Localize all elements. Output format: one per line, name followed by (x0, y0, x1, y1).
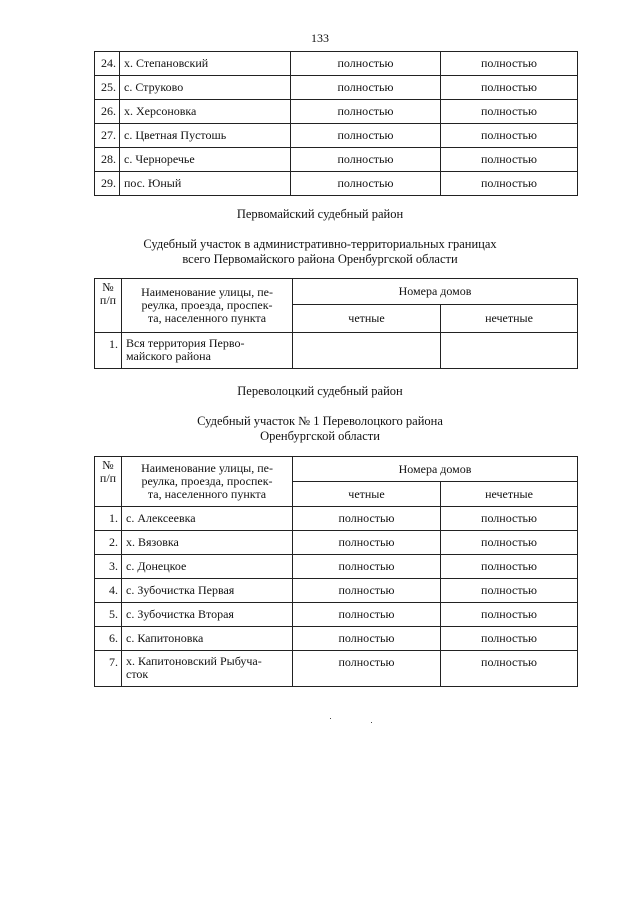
row-number: 1. (95, 333, 122, 369)
row-number: 6. (95, 627, 122, 651)
title-line: Оренбургской области (260, 429, 380, 443)
row-even: полностью (293, 603, 441, 627)
table-row (95, 627, 578, 651)
row-even: полностью (293, 579, 441, 603)
row-name-line: сток (126, 667, 149, 681)
header-houses: Номера домов (293, 457, 578, 482)
table-row (95, 579, 578, 603)
row-name-line: майского района (126, 349, 211, 363)
row-name: х. Херсоновка (120, 100, 291, 124)
header-name-line: Наименование улицы, пе- (141, 461, 273, 475)
header-number-line: п/п (99, 293, 117, 307)
header-even: четные (293, 482, 441, 507)
district-heading-perevolotsky: Переволоцкий судебный район (237, 384, 403, 398)
header-name-line: реулка, проезда, проспек- (141, 298, 273, 312)
row-odd: полностью (441, 76, 578, 100)
row-even: полностью (293, 507, 441, 531)
row-name: х. Вязовка (122, 531, 293, 555)
table-row (95, 531, 578, 555)
row-even: полностью (291, 76, 441, 100)
row-number: 4. (95, 579, 122, 603)
row-number: 29. (95, 172, 120, 196)
row-even: полностью (291, 124, 441, 148)
header-name (122, 279, 293, 333)
table-row (95, 507, 578, 531)
row-number: 28. (95, 148, 120, 172)
table-row (95, 52, 578, 76)
header-name-line: Наименование улицы, пе- (141, 285, 273, 299)
row-number: 25. (95, 76, 120, 100)
row-name: с. Зубочистка Первая (122, 579, 293, 603)
row-odd: полностью (441, 555, 578, 579)
row-even: полностью (293, 651, 441, 687)
header-houses: Номера домов (293, 279, 578, 305)
table-row (95, 148, 578, 172)
row-name: с. Алексеевка (122, 507, 293, 531)
row-name: с. Донецкое (122, 555, 293, 579)
row-number: 2. (95, 531, 122, 555)
row-number: 3. (95, 555, 122, 579)
row-name: пос. Юный (120, 172, 291, 196)
header-name-line: реулка, проезда, проспек- (141, 474, 273, 488)
row-name: с. Зубочистка Вторая (122, 603, 293, 627)
row-even (293, 333, 441, 369)
table-perevolotsky (94, 456, 578, 687)
header-name-line: та, населенного пункта (147, 311, 267, 325)
row-even: полностью (293, 555, 441, 579)
header-number-line: № (102, 458, 114, 472)
row-odd: полностью (441, 172, 578, 196)
page-number: 133 (311, 31, 329, 45)
header-name (122, 457, 293, 507)
row-name (122, 651, 293, 687)
row-number: 7. (95, 651, 122, 687)
scan-speck (371, 722, 372, 723)
row-odd: полностью (441, 627, 578, 651)
header-number (95, 279, 122, 333)
row-odd: полностью (441, 148, 578, 172)
row-name: с. Цветная Пустошь (120, 124, 291, 148)
header-number-line: № (102, 280, 114, 294)
row-odd (441, 333, 578, 369)
row-odd: полностью (441, 52, 578, 76)
row-even: полностью (293, 627, 441, 651)
row-odd: полностью (441, 579, 578, 603)
table-row (95, 603, 578, 627)
row-name (122, 333, 293, 369)
row-odd: полностью (441, 603, 578, 627)
row-odd: полностью (441, 100, 578, 124)
row-even: полностью (293, 531, 441, 555)
row-number: 1. (95, 507, 122, 531)
table-row (95, 555, 578, 579)
scan-speck (330, 718, 331, 719)
row-name-line: х. Капитоновский Рыбуча- (126, 654, 262, 668)
title-line: Судебный участок № 1 Переволоцкого района (197, 414, 443, 428)
table-pervomaisky (94, 278, 578, 369)
row-number: 24. (95, 52, 120, 76)
district-heading-pervomaisky: Первомайский судебный район (236, 207, 404, 221)
row-name: с. Черноречье (120, 148, 291, 172)
row-odd: полностью (441, 507, 578, 531)
table-settlements-continued (94, 51, 578, 196)
header-odd: нечетные (441, 482, 578, 507)
table-row (95, 172, 578, 196)
table-row (95, 124, 578, 148)
row-odd: полностью (441, 531, 578, 555)
row-number: 27. (95, 124, 120, 148)
title-line: Судебный участок в административно-территориальных границах (143, 237, 497, 251)
court-section-title-perevolotsky (0, 414, 640, 444)
row-name-line: Вся территория Перво- (126, 336, 245, 350)
row-even: полностью (291, 100, 441, 124)
header-number-line: п/п (99, 471, 117, 485)
row-odd: полностью (441, 651, 578, 687)
row-name: с. Капитоновка (122, 627, 293, 651)
row-number: 26. (95, 100, 120, 124)
title-line: всего Первомайского района Оренбургской области (182, 252, 458, 266)
row-name: с. Струково (120, 76, 291, 100)
table-row (95, 76, 578, 100)
court-section-title-pervomaisky (0, 237, 640, 267)
row-odd: полностью (441, 124, 578, 148)
header-odd: нечетные (441, 305, 578, 333)
table-row (95, 100, 578, 124)
row-name: х. Степановский (120, 52, 291, 76)
header-even: четные (293, 305, 441, 333)
header-number (95, 457, 122, 507)
row-number: 5. (95, 603, 122, 627)
row-even: полностью (291, 172, 441, 196)
row-even: полностью (291, 148, 441, 172)
row-even: полностью (291, 52, 441, 76)
header-name-line: та, населенного пункта (147, 487, 267, 501)
